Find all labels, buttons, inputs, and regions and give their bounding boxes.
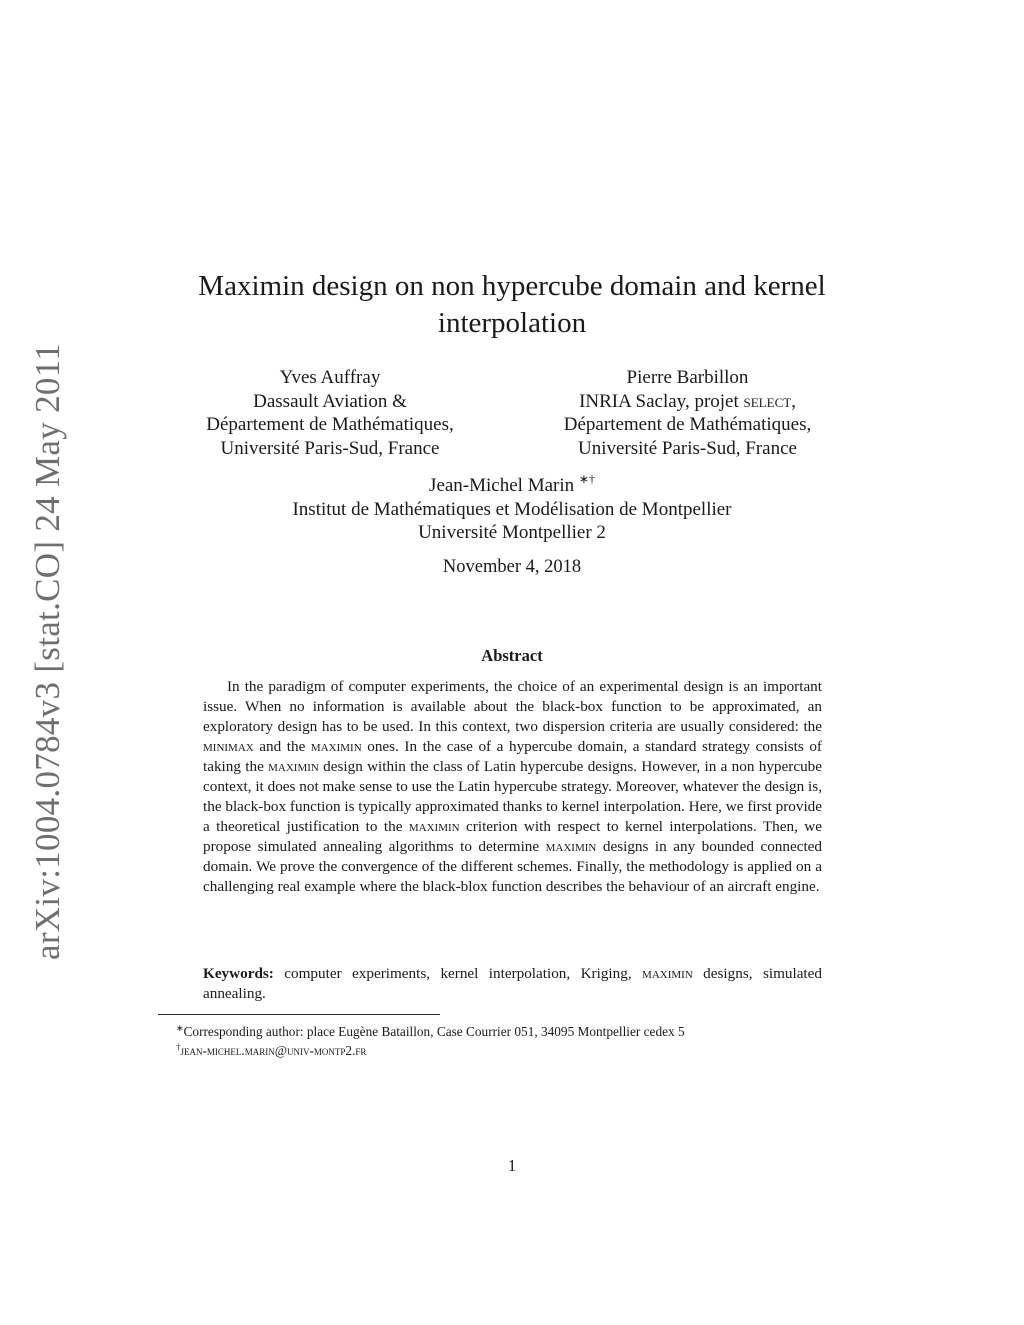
- project-name: select: [743, 390, 792, 412]
- term-maximin: maximin: [545, 838, 597, 855]
- abstract-heading: Abstract: [481, 646, 543, 665]
- abstract-text: criterion with respect to kernel interpolations. Then, we propose simulated annealing algorithms to determine: [203, 818, 822, 855]
- keywords-label: Keywords:: [203, 965, 274, 982]
- affiliation-prefix: INRIA Saclay, projet: [579, 390, 744, 412]
- email-address: jean-michel.marin@univ-montp2.fr: [180, 1043, 367, 1058]
- term-maximin: maximin: [268, 758, 319, 775]
- keywords-text: computer experiments, kernel interpolation, Kriging,: [273, 965, 643, 982]
- author-affiliation: Dassault Aviation &: [253, 390, 407, 412]
- keywords: [203, 964, 822, 1004]
- author-affiliation: Université Montpellier 2: [418, 522, 606, 543]
- author-block-marin: [200, 468, 824, 545]
- abstract-text: designs in any bounded connected domain. We prove the convergence of the different schemes. Finally, the methodology is applied on a challenging real example where the black-blox function describes the behaviour of an aircraft engine.: [203, 838, 823, 895]
- term-maximin: maximin: [310, 738, 362, 755]
- author-affiliation: [520, 390, 855, 414]
- author-name-line: [200, 468, 824, 498]
- author-affiliation: Université Paris-Sud, France: [578, 437, 797, 459]
- footnote-email: [176, 1038, 366, 1060]
- paper-date: November 4, 2018: [442, 557, 582, 577]
- author-affiliation: Institut de Mathématiques et Modélisation de Montpellier: [292, 498, 732, 520]
- term-maximin: maximin: [408, 818, 460, 835]
- arxiv-identifier-stamp: arXiv:1004.0784v3 [stat.CO] 24 May 2011: [28, 342, 67, 960]
- paper-title: Maximin design on non hypercube domain and kernel interpolation: [198, 270, 826, 339]
- footnote-rule: [158, 1014, 440, 1015]
- keywords-text: designs, simulated annealing.: [203, 965, 822, 1002]
- footnote-mark: †: [176, 1042, 181, 1052]
- term-maximin: maximin: [642, 965, 693, 982]
- term-minimax: minimax: [203, 738, 254, 755]
- author-name: Pierre Barbillon: [626, 367, 749, 388]
- abstract-text: and the: [253, 738, 311, 755]
- author-name: Yves Auffray: [279, 367, 381, 388]
- footnote-marks: ∗†: [578, 472, 595, 486]
- affiliation-suffix: ,: [791, 390, 796, 412]
- abstract-text: In the paradigm of computer experiments, the choice of an experimental design is an important issue. When no information is available about the black-box function to be approximated, an exploratory design has to be used. In this context, two dispersion criteria are usually considered: the: [203, 678, 822, 735]
- author-block-auffray: [180, 366, 480, 460]
- author-block-barbillon: [520, 366, 855, 460]
- author-affiliation: Département de Mathématiques,: [206, 414, 454, 435]
- author-name: Jean-Michel Marin: [429, 475, 575, 496]
- author-affiliation: Université Paris-Sud, France: [220, 437, 440, 459]
- page-number: 1: [507, 1156, 517, 1175]
- abstract-text: design within the class of Latin hypercube designs. However, in a non hypercube context, it does not make sense to use the Latin hypercube strategy. Moreover, whatever the design is, the black-box function is typically approximated thanks to kernel interpolation. Here, we first provide a theoretical justification to the: [203, 758, 822, 835]
- author-affiliation: Département de Mathématiques,: [563, 414, 812, 435]
- footnote-text: Corresponding author: place Eugène Bataillon, Case Courrier 051, 34095 Montpellier cedex 5: [183, 1024, 685, 1039]
- abstract-text: ones. In the case of a hypercube domain, a standard strategy consists of taking the: [203, 738, 822, 775]
- abstract-body: [203, 677, 822, 897]
- footnote-mark: ∗: [176, 1023, 184, 1033]
